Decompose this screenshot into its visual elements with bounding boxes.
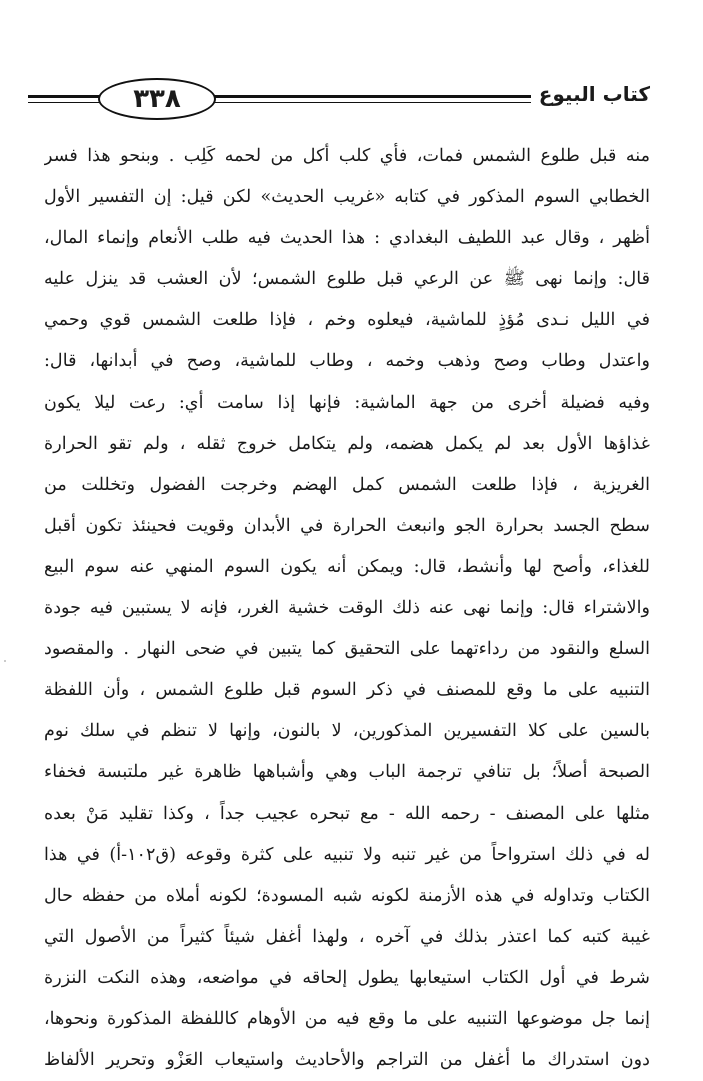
text-line: الخطابي السوم المذكور في كتابه «غريب الحديث» لكن قيل: إن التفسير الأول [44,187,650,208]
text-line: الغريزية ، فإذا طلعت الشمس كمل الهضم وخرجت الفضول وتخللت من [44,474,650,495]
text-line: الكتاب وتداوله في هذه الأزمنة لكونه شبه المسودة؛ لكونه أملاه من حفظه حال [44,885,650,906]
header-rule-left-bottom [28,102,102,103]
text-line: في الليل نـدى مُؤذٍ للماشية، فيعلوه وخم ، فإذا طلعت الشمس قوي وحمي [44,310,650,331]
page-number [98,78,216,120]
text-line: والاشتراء قال: وإنما نهى عنه ذلك الوقت خشية الغرر، فإنه لا يستبين فيه جودة [44,598,650,619]
body-text [44,136,650,1081]
text-line: مثلها على المصنف - رحمه الله - مع تبحره عجيب جداً ، وكذا تقليد مَنْ بعده [44,803,650,824]
text-line: دون استدراك ما أغفل من التراجم والأحاديث واستيعاب العَزْو وتحرير الألفاظ [44,1050,650,1071]
text-line: منه قبل طلوع الشمس فمات، فأي كلب أكل من لحمه كَلِب . وبنحو هذا فسر [44,146,650,166]
text-line: الصبحة أصلاً؛ بل تنافي ترجمة الباب وهي وأشباهها ظاهرة غير ملتبسة فخفاء [44,762,650,783]
scan-speck [4,660,6,662]
text-line: وفيه فضيلة أخرى من جهة الماشية: فإنها إذا سامت أي: رعت ليلا يكون [44,392,650,413]
text-line: التنبيه على ما وقع للمصنف في ذكر السوم قبل طلوع الشمس ، وأن اللفظة [44,680,650,701]
text-line: إنما جل موضوعها التنبيه على ما وقع فيه من الأوهام كاللفظة المذكورة ونحوها، [44,1008,650,1029]
text-line: شرط في أول الكتاب استيعابها يطول إلحاقه في مواضعه، وهذه النكت النزرة [44,967,650,988]
text-line: للغذاء، وأصح لها وأنشط، قال: ويمكن أنه يكون السوم المنهي عنه سوم البيع [44,556,650,577]
header-rule-left-top [28,95,102,98]
page-header [28,72,650,132]
header-rule-mid-bottom [214,102,506,103]
page-number-text: ٣٣٨ [133,84,181,114]
text-line: بالسين على كلا التفسيرين المذكورين، لا بالنون، وإنها لا تنظم في سلك نوم [44,721,650,742]
text-line: غيبة كتبه كما اعتذر بذلك في آخره ، ولهذا أغفل شيئاً كثيراً من الأصول التي [44,926,650,947]
text-line: واعتدل وطاب وصح وذهب وخمه ، وطاب للماشية، وصح في أبدانها، قال: [44,351,650,372]
text-line: أظهر ، وقال عبد اللطيف البغدادي : هذا الحديث فيه طلب الأنعام وإنماء المال، [44,228,650,249]
text-line: السلع والنقود من رداءتهما على التحقيق كما يتبين في ضحى النهار . والمقصود [44,639,650,660]
text-line: غذاؤها الأول بعد لم يكمل هضمه، ولم يتكامل خروج ثقله ، ولم تقو الحرارة [44,433,650,454]
header-rule-mid-top [214,95,506,98]
book-title: كتاب البيوع [531,82,650,106]
text-line: له في ذلك استرواحاً من غير تنبه ولا تنبيه على كثرة وقوعه (ق١٠٢-أ) في هذا [44,844,650,865]
text-line: قال: وإنما نهى ﷺ عن الرعي قبل طلوع الشمس؛ لأن العشب قد ينزل عليه [44,269,650,290]
text-line: سطح الجسد بحرارة الجو وانبعث الحرارة في الأبدان وقويت فحينئذ تكون أقبل [44,515,650,536]
